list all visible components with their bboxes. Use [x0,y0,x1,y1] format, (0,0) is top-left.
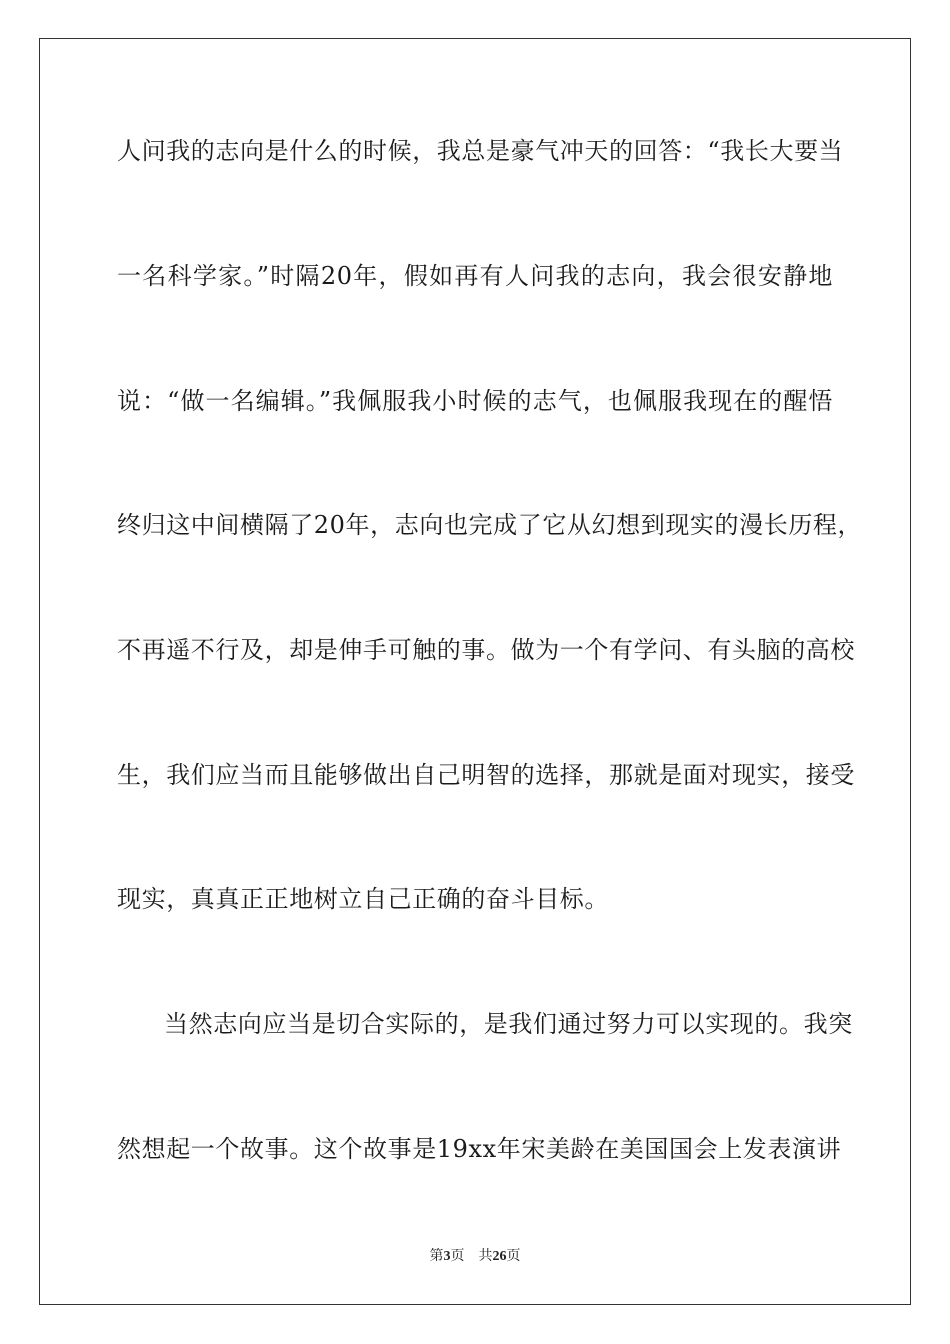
footer-page-number: 3 [443,1249,451,1264]
body-text-line-4: 终归这中间横隔了20年，志向也完成了它从幻想到现实的漫长历程， [117,511,863,539]
page-footer [0,1248,950,1266]
body-text-line-2: 一名科学家。”时隔20年，假如再有人问我的志向，我会很安静地 [117,262,833,290]
body-text-line-5: 不再遥不行及，却是伸手可触的事。做为一个有学问、有头脑的高校 [117,636,855,664]
page-border [39,38,911,1305]
body-text-line-1: 人问我的志向是什么的时候，我总是豪气冲天的回答：“我长大要当 [117,137,844,165]
body-text-line-9: 然想起一个故事。这个故事是19xx年宋美龄在美国国会上发表演讲 [117,1135,842,1163]
body-text-line-3: 说：“做一名编辑。”我佩服我小时候的志气，也佩服我现在的醒悟 [117,387,833,415]
footer-total-pages: 26 [492,1249,507,1264]
footer-total-prefix: 共 [478,1249,493,1264]
footer-page-suffix: 页 [450,1249,465,1264]
footer-page-prefix: 第 [429,1249,444,1264]
body-text-line-6: 生，我们应当而且能够做出自己明智的选择，那就是面对现实，接受 [117,761,855,789]
footer-total-suffix: 页 [506,1249,521,1264]
body-text-line-7: 现实，真真正正地树立自己正确的奋斗目标。 [117,885,609,913]
body-text-line-8: 当然志向应当是切合实际的，是我们通过努力可以实现的。我突 [164,1010,853,1038]
